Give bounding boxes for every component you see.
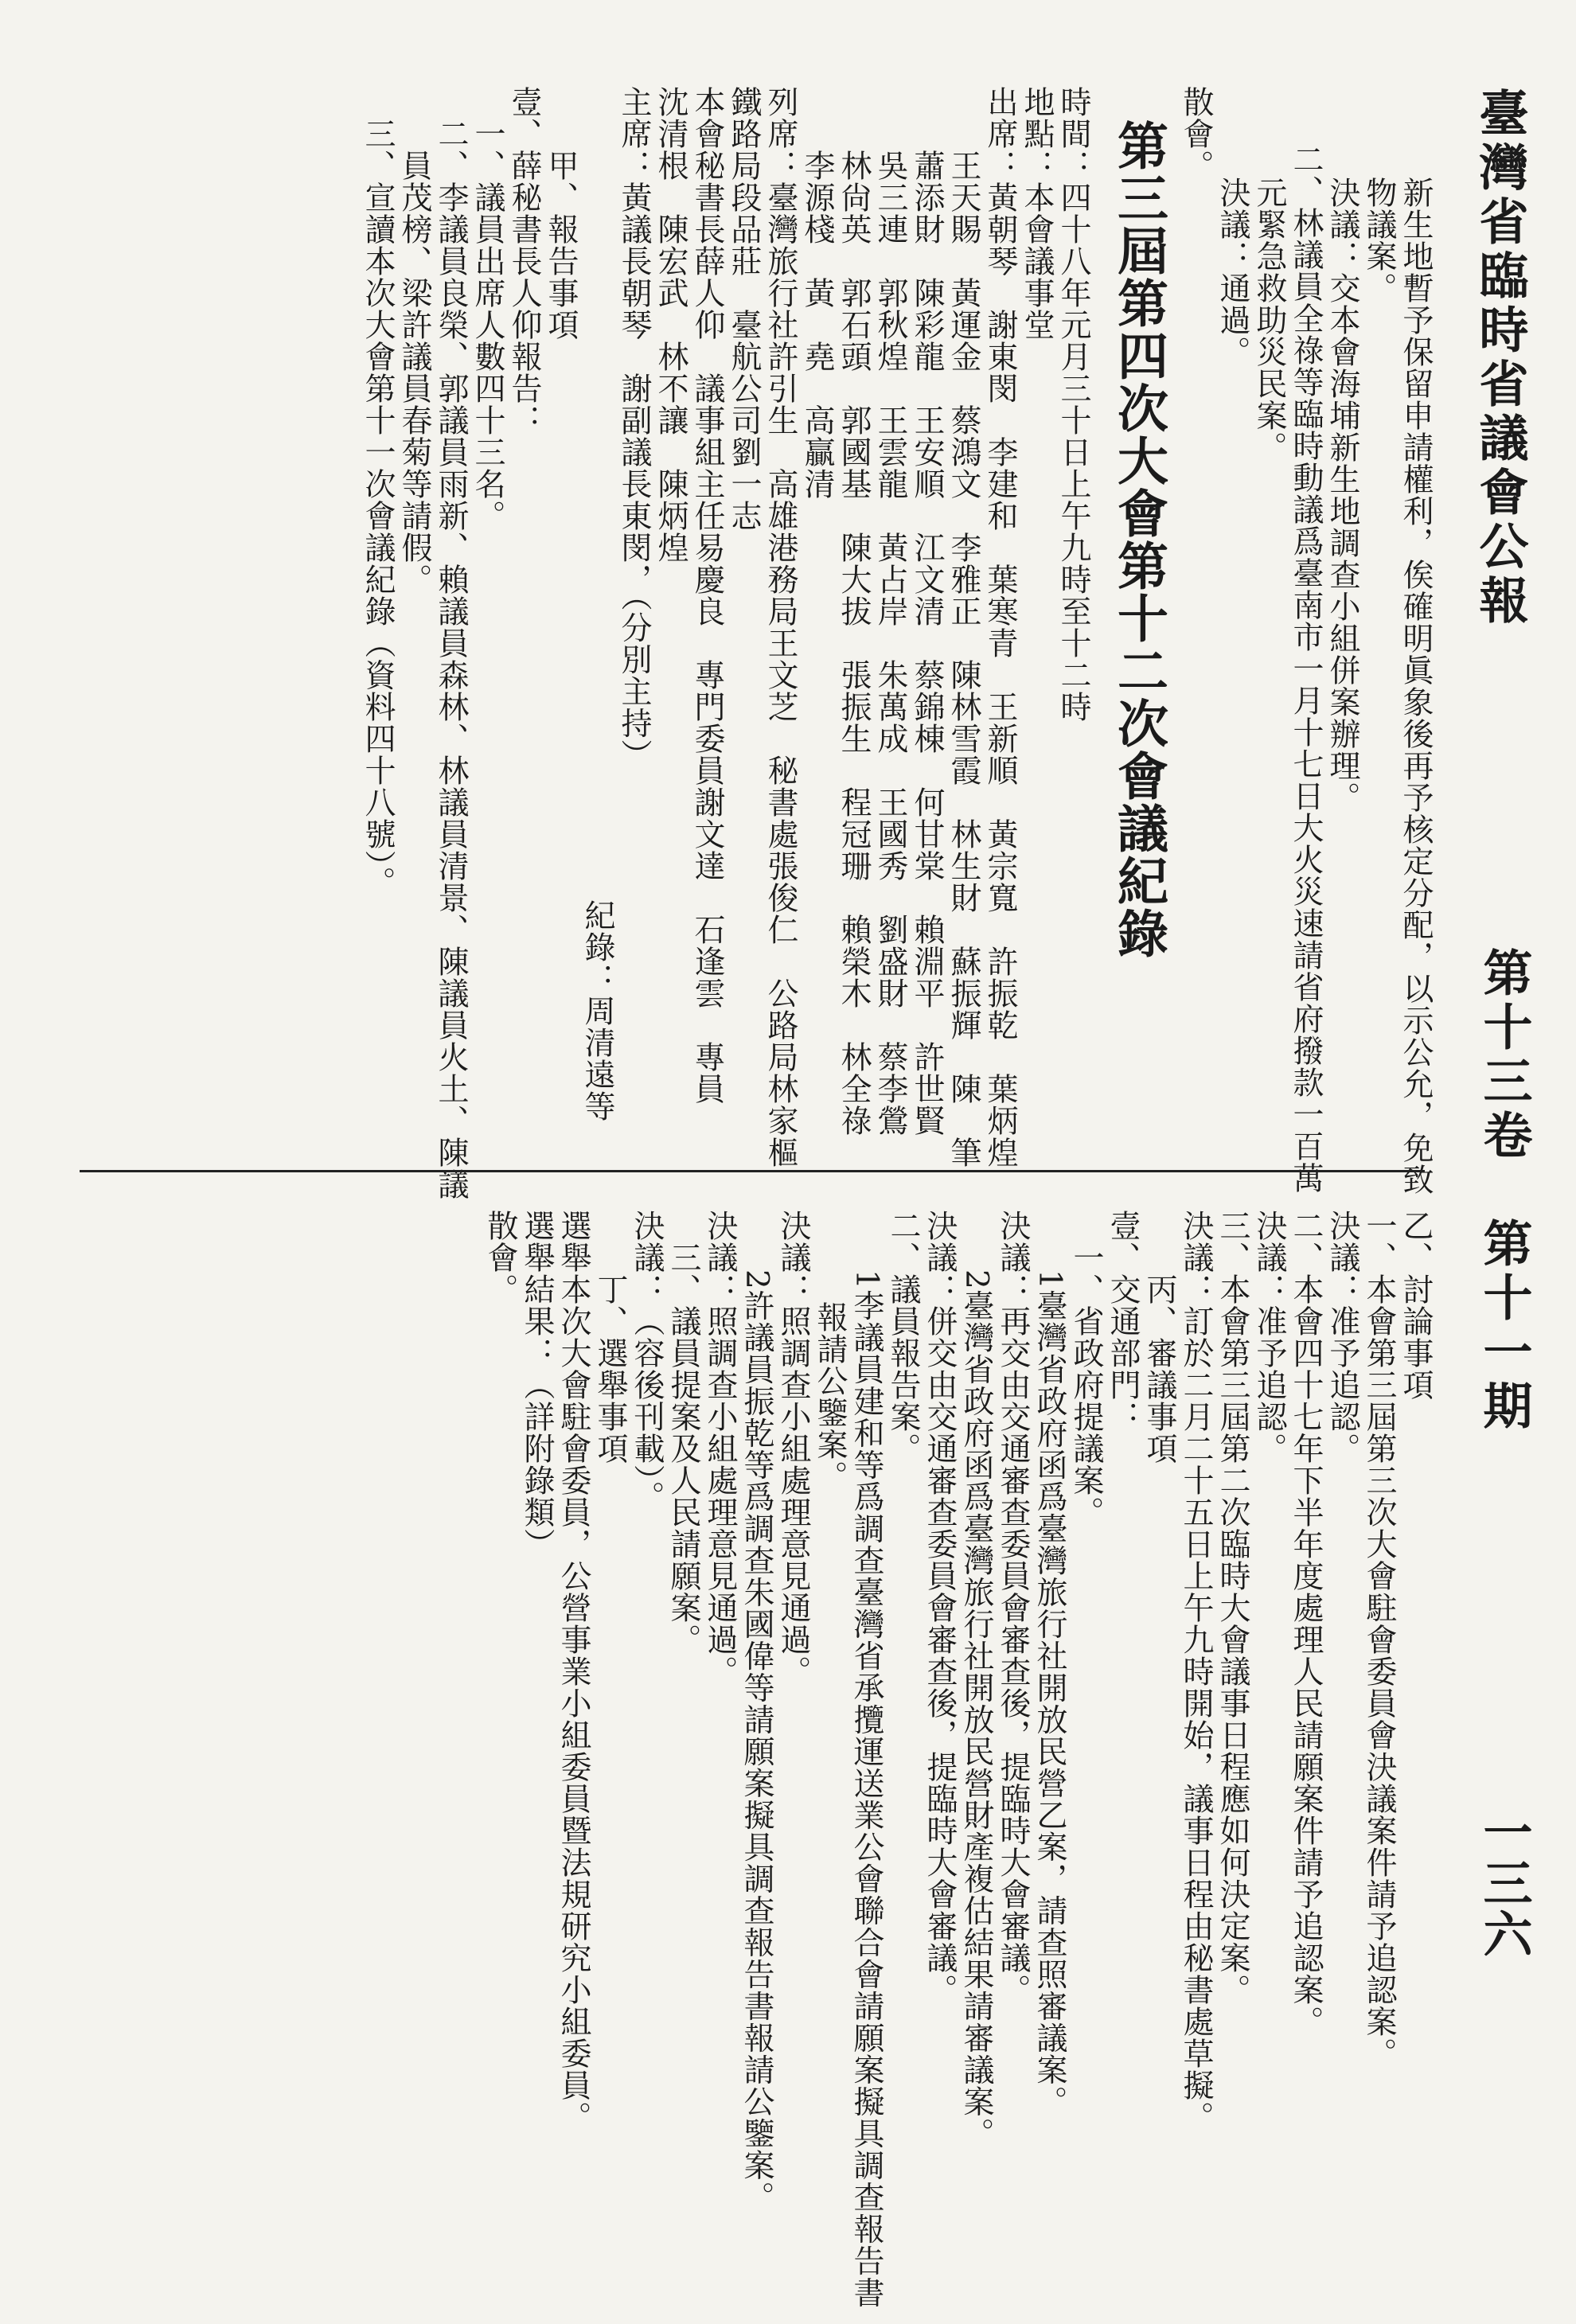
emergency-motion-resolution: 決議：通過。	[1215, 177, 1250, 368]
report-item-2-line-2: 員茂榜、梁許議員春菊等請假。	[396, 150, 432, 595]
attendees-line-1: 出席：黃朝琴 謝東閔 李建和 葉寒青 王新順 黃宗寬 許振乾 葉炳煌	[982, 86, 1018, 1168]
discussion-item-3: 三、本會第三屆第二次臨時大會議事日程應如何決定案。	[1215, 1210, 1250, 2006]
discussion-item-1: 一、本會第三屆第三次大會駐會委員會決議案件請予追認案。	[1361, 1210, 1397, 2069]
page-number: 一三六	[1475, 1807, 1533, 1959]
petitions-resolution: 決議：（容後刊載）。	[629, 1210, 665, 1513]
election-heading: 丁、選舉事項	[592, 1273, 628, 1464]
volume-issue: 第十三卷 第十一期	[1475, 947, 1533, 1434]
member-report-2-resolution: 決議：照調查小組處理意見通過。	[702, 1210, 738, 1687]
transport-dept-heading: 壹、交通部門：	[1105, 1210, 1141, 1433]
observers-line-1: 列席：臺灣旅行社許引生 高雄港務局王文芝 秘書處張俊仁 公路局林家樞	[763, 86, 798, 1168]
proposal-2: 2臺灣省政府函爲臺灣旅行社開放民營財產複估結果請審議案。	[958, 1269, 994, 2150]
election-result: 選舉結果：（詳附錄類）	[519, 1210, 555, 1560]
petitions-heading: 三、議員提案及人民請願案。	[665, 1242, 701, 1655]
reports-heading: 甲、報告事項	[543, 150, 579, 341]
report-item-3: 三、宣讀本次大會第十一次會議紀錄（資料四十八號）。	[360, 118, 396, 899]
member-reports-heading: 二、議員報告案。	[885, 1210, 921, 1464]
prev-motion-line-1: 新生地暫予保留申請權利，俟確明眞象後再予核定分配，以示公允，免致	[1398, 177, 1434, 1195]
attendees-line-3: 蕭添財 陳彩龍 王安順 江文清 蔡錦棟 何甘棠 賴淵平 許世賢	[909, 150, 945, 1137]
report-item-1: 一、議員出席人數四十三名。	[470, 118, 505, 532]
discussion-item-3-resolution: 決議：訂於二月二十五日上午九時開始，議事日程由秘書處草擬。	[1178, 1210, 1214, 2133]
discussion-item-2-resolution: 決議：准予追認。	[1251, 1210, 1287, 1464]
meeting-place: 地點：本會議事堂	[1019, 86, 1055, 341]
member-report-2: 2許議員振乾等爲調查朱國偉等請願案擬具調查報告書報請公鑒案。	[739, 1269, 774, 2213]
adjourn-text: 散會。	[1178, 86, 1214, 181]
section-divider	[80, 1170, 1425, 1172]
provincial-proposals-heading: 一、省政府提議案。	[1068, 1242, 1104, 1528]
discussion-item-1-resolution: 決議：准予追認。	[1324, 1210, 1360, 1464]
gazette-title: 臺灣省臨時省議會公報	[1471, 88, 1529, 629]
adjourn-text-final: 散會。	[482, 1210, 518, 1305]
discussion-heading: 乙、討論事項	[1398, 1210, 1434, 1401]
report-item-2-line-1: 二、李議員良榮、郭議員雨新、賴議員森林、林議員清景、陳議員火土、陳議	[433, 118, 469, 1200]
observers-line-3: 本會秘書長薛人仰 議事組主任易慶良 專門委員謝文達 石逢雲 專員	[689, 86, 725, 1105]
attendees-line-6: 李源棧 黃 堯 高贏清	[799, 150, 835, 500]
chair: 主席：黃議長朝琴 謝副議長東閔，（分別主持）	[616, 86, 652, 771]
secretary-report-heading: 壹、薛秘書長人仰報告：	[506, 86, 542, 436]
discussion-item-2: 二、本會四十七年下半年度處理人民請願案件請予追認案。	[1288, 1210, 1324, 2037]
election-item: 選舉本次大會駐會委員，公營事業小組委員暨法規研究小組委員。	[556, 1210, 591, 2133]
emergency-motion-line-2: 元緊急救助災民案。	[1251, 177, 1287, 463]
review-heading: 丙、審議事項	[1141, 1273, 1177, 1464]
prev-motion-resolution: 決議：交本會海埔新生地調查小組併案辦理。	[1324, 177, 1360, 813]
proposal-2-resolution: 決議：併交由交通審查委員會審查後，提臨時大會審議。	[922, 1210, 958, 2006]
observers-line-4: 沈清根 陳宏武 林不讓 陳炳煌	[653, 86, 689, 563]
proposal-1-resolution: 決議：再交由交通審查委員會審查後，提臨時大會審議。	[995, 1210, 1031, 2006]
observers-line-2: 鐵路局段品莊 臺航公司劉一志	[726, 86, 762, 532]
member-report-1-resolution: 決議：照調查小組處理意見通過。	[775, 1210, 811, 1687]
attendees-line-5: 林尙英 郭石頭 郭國基 陳大拔 張振生 程冠珊 賴榮木 林全祿	[836, 150, 872, 1137]
attendees-line-4: 吳三連 郭秋煌 王雲龍 黃占岸 朱萬成 王國秀 劉盛財 蔡李鶯	[872, 150, 908, 1137]
meeting-time: 時間：四十八年元月三十日上午九時至十二時	[1055, 86, 1091, 723]
emergency-motion-line-1: 二、林議員全祿等臨時動議爲臺南市一月十七日大火災速請省府撥款一百萬	[1288, 143, 1324, 1194]
recorder: 紀錄：周清遠等	[579, 899, 615, 1122]
member-report-1-line-2: 報請公鑒案。	[812, 1301, 848, 1492]
meeting-title: 第三屆第四次大會第十二次會議紀錄	[1109, 119, 1168, 960]
member-report-1-line-1: 1李議員建和等爲調查臺灣省承攬運送業公會聯合會請願案擬具調查報告書	[848, 1269, 884, 2309]
proposal-1: 1臺灣省政府函爲臺灣旅行社開放民營乙案，請查照審議案。	[1032, 1269, 1067, 2118]
prev-motion-line-2: 物議案。	[1361, 177, 1397, 304]
attendees-line-2: 王天賜 黃運金 蔡鴻文 李雅正 陳林雪霞 林生財 蘇振輝 陳 筆	[946, 150, 981, 1168]
